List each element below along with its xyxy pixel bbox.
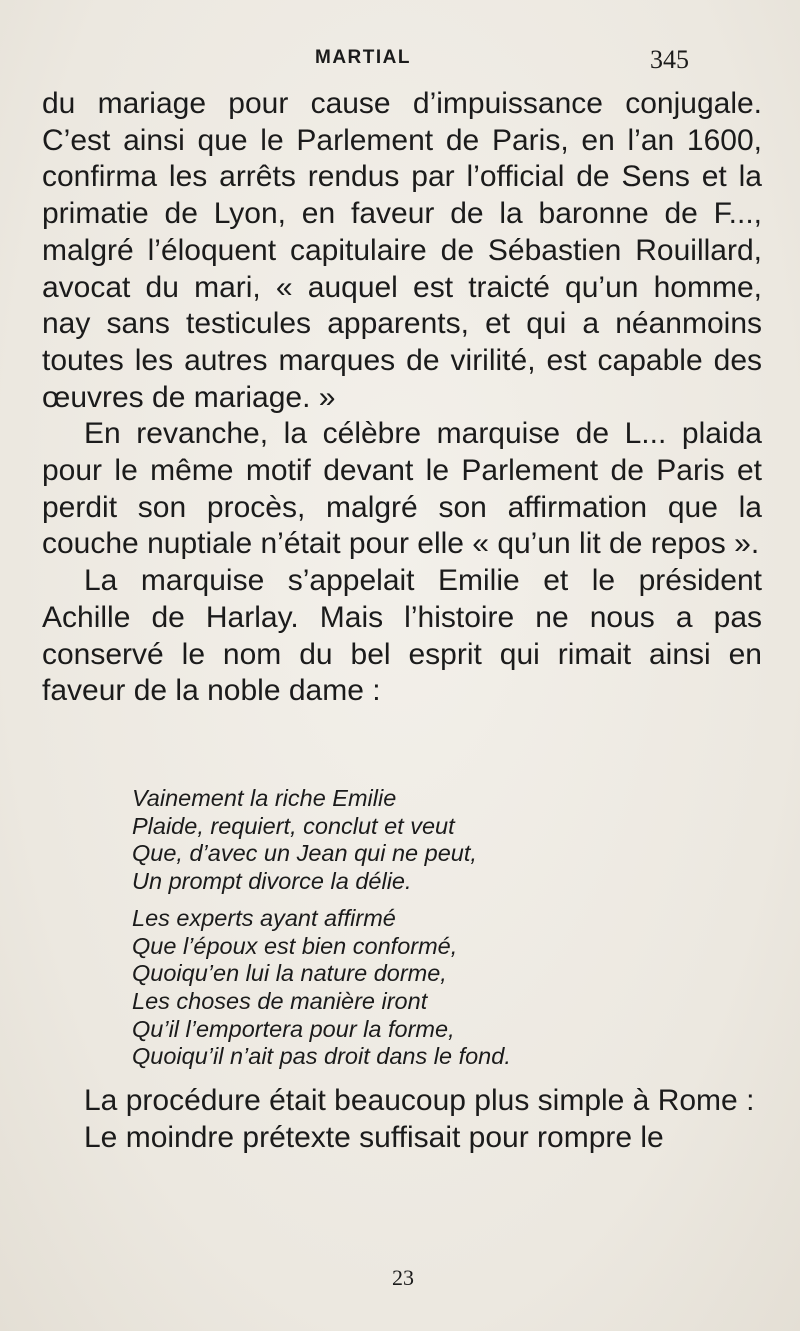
paragraph: Le moindre prétexte suffisait pour rompre le xyxy=(84,1121,664,1154)
page-header xyxy=(0,47,800,77)
poem-line: Un prompt divorce la délie. xyxy=(132,868,412,895)
poem-line: Plaide, requiert, conclut et veut xyxy=(132,812,455,839)
paragraph: du mariage pour cause d’impuissance conjugale. C’est ainsi que le Parlement de Paris, en l’an 1600, confirma les arrêts rendus par l’official de Sens et la primatie de Lyon, en faveur de la baronne de F..., malgré l’éloquent capitulaire de Sébastien Rouillard, avocat du mari, « auquel est traicté qu’un homme, nay sans testicules apparents, et qui a néanmoins toutes les autres marques de virilité, est capable des œuvres de mariage. » xyxy=(42,87,762,414)
poem-line: Quoiqu’il n’ait pas droit dans le fond. xyxy=(132,1043,511,1070)
poem-line: Les experts ayant affirmé xyxy=(132,904,396,931)
poem-line: Quoiqu’en lui la nature dorme, xyxy=(132,960,447,987)
poem xyxy=(132,785,732,1080)
poem-line: Vainement la riche Emilie xyxy=(132,785,397,811)
paragraph: La marquise s’appelait Emilie et le président Achille de Harlay. Mais l’histoire ne nous a pas conservé le nom du bel esprit qui rimait ainsi en faveur de la noble dame : xyxy=(42,564,762,708)
signature-mark: 23 xyxy=(392,1265,414,1290)
poem-line: Les choses de manière iront xyxy=(132,987,428,1014)
paragraph: En revanche, la célèbre marquise de L... plaida pour le même motif devant le Parlement de Paris et perdit son procès, malgré son affirmation que la couche nuptiale n’était pour elle « qu’un lit de repos ». xyxy=(42,417,762,561)
paragraph: La procédure était beaucoup plus simple à Rome : xyxy=(84,1084,755,1117)
poem-line: Que, d’avec un Jean qui ne peut, xyxy=(132,840,477,867)
body-text xyxy=(42,86,762,710)
running-title: MARTIAL xyxy=(315,47,411,68)
closing-text xyxy=(42,1082,762,1156)
poem-line: Qu’il l’emportera pour la forme, xyxy=(132,1015,455,1042)
poem-line: Que l’époux est bien conformé, xyxy=(132,932,458,959)
page-number: 345 xyxy=(650,45,689,74)
poem-stanza xyxy=(132,785,732,896)
poem-stanza xyxy=(132,905,732,1071)
